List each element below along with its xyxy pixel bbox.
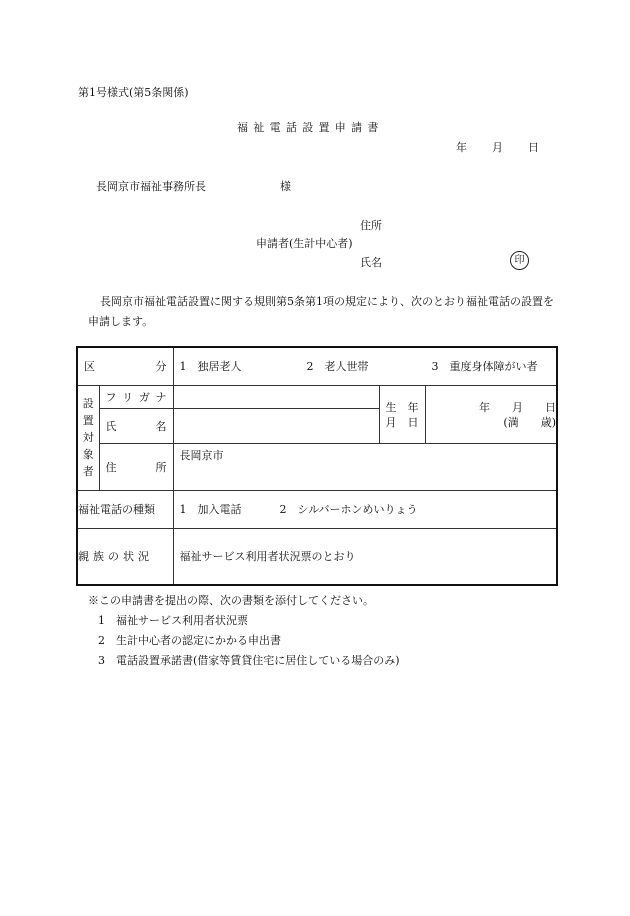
- birthdate-field[interactable]: [425, 385, 557, 443]
- address-row: [77, 444, 557, 490]
- date-year-label: 年: [456, 141, 467, 154]
- application-table: [76, 346, 558, 586]
- note-item: [88, 651, 400, 671]
- category-option-3: 3 重度身体障がい者: [431, 360, 538, 374]
- attachment-notes: [88, 591, 400, 671]
- family-status-label: [77, 528, 173, 585]
- address-label: [99, 444, 173, 490]
- form-number: 第1号様式(第5条関係): [78, 86, 189, 99]
- note-number: 1: [98, 614, 105, 627]
- phone-type-option-1: 1 加入電話: [179, 503, 242, 517]
- furigana-label-char: ガ: [138, 390, 150, 404]
- date-day-label: 日: [528, 141, 539, 154]
- application-statement: 長岡京市福祉電話設置に関する規則第5条第1項の規定により、次のとおり福祉電話の設置を申請します。: [88, 295, 554, 328]
- date-month-label: 月: [492, 141, 503, 154]
- name-label-char: 名: [155, 420, 167, 434]
- furigana-label-char: フ: [105, 390, 117, 404]
- note-number: 2: [98, 634, 105, 647]
- category-label-char: 分: [155, 360, 167, 374]
- name-field[interactable]: [173, 409, 379, 444]
- target-label-char: 象: [82, 448, 94, 462]
- applicant-label: 申請者(生計中心者): [256, 237, 353, 250]
- address-label-char: 所: [155, 460, 167, 474]
- target-label-char: 置: [82, 414, 94, 428]
- birthdate-label-line: 生 年: [385, 400, 419, 414]
- birthdate-label-line: 月 日: [385, 415, 419, 429]
- furigana-label-char: ナ: [155, 390, 167, 404]
- birthdate-label: [379, 385, 425, 443]
- target-label-char: 設: [82, 397, 94, 411]
- furigana-label: [99, 385, 173, 408]
- family-status-value: 福祉サービス利用者状況票のとおり: [173, 528, 557, 585]
- applicant-address-label: 住所: [360, 219, 382, 232]
- phone-type-option-2: 2 シルバーホンめいりょう: [279, 503, 418, 517]
- furigana-field[interactable]: [173, 385, 379, 408]
- family-status-row: [77, 528, 557, 585]
- note-text: 電話設置承諾書(借家等賃貸住宅に居住している場合のみ): [116, 654, 400, 667]
- notes-intro: ※この申請書を提出の際、次の書類を添付してください。: [88, 594, 374, 607]
- name-label-char: 氏: [105, 420, 117, 434]
- birthdate-format: 年 月 日: [479, 400, 557, 414]
- note-item: [88, 631, 400, 651]
- document-title: 福祉電話設置申請書: [237, 121, 384, 134]
- target-person-label: [77, 385, 99, 490]
- applicant-name-label: 氏名: [360, 256, 382, 269]
- phone-type-label: 福祉電話の種類: [77, 490, 173, 528]
- phone-type-options: [173, 490, 557, 528]
- name-label: [99, 409, 173, 444]
- furigana-row: [77, 385, 557, 408]
- note-text: 福祉サービス利用者状況票: [116, 614, 248, 627]
- category-options-cell: [173, 347, 557, 385]
- note-item: [88, 611, 400, 631]
- note-text: 生計中心者の認定にかかる申出書: [116, 634, 281, 647]
- target-label-char: 者: [82, 465, 94, 479]
- honorific: 様: [280, 180, 291, 193]
- furigana-label-char: リ: [122, 390, 134, 404]
- family-status-label-text: 親族の状況: [78, 550, 153, 564]
- phone-type-row: [77, 490, 557, 528]
- target-label-char: 対: [82, 431, 94, 445]
- category-label-char: 区: [84, 360, 95, 374]
- category-option-2: 2 老人世帯: [306, 360, 369, 374]
- category-row: [77, 347, 557, 385]
- category-label-cell: [77, 347, 173, 385]
- address-label-char: 住: [105, 460, 117, 474]
- category-option-1: 1 独居老人: [179, 360, 242, 374]
- note-number: 3: [98, 654, 105, 667]
- seal-mark: 印: [510, 251, 529, 270]
- address-field[interactable]: 長岡京市: [173, 444, 557, 490]
- addressee: 長岡京市福祉事務所長: [96, 180, 206, 193]
- age-format: (満 歳): [503, 415, 557, 429]
